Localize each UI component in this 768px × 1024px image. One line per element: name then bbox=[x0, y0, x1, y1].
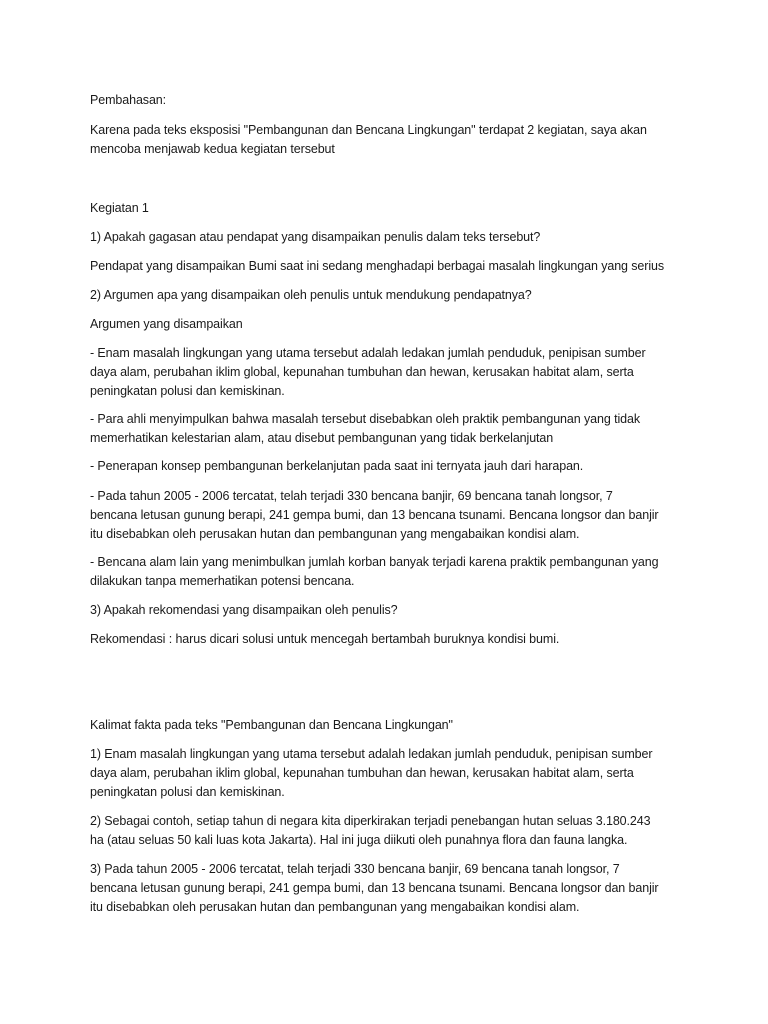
question-3 bbox=[90, 601, 690, 620]
text-line: 3) Apakah rekomendasi yang disampaikan oleh penulis? bbox=[90, 603, 398, 617]
answer-3 bbox=[90, 630, 690, 649]
text-line: bencana letusan gunung berapi, 241 gempa bumi, dan 13 bencana tsunami. Bencana longsor dan banjir bbox=[90, 508, 659, 522]
text-line: peningkatan polusi dan kemiskinan. bbox=[90, 384, 285, 398]
text-line: 2) Argumen apa yang disampaikan oleh penulis untuk mendukung pendapatnya? bbox=[90, 288, 532, 302]
text-line: 2) Sebagai contoh, setiap tahun di negara kita diperkirakan terjadi penebangan hutan seluas 3.180.243 bbox=[90, 814, 651, 828]
question-1 bbox=[90, 228, 690, 247]
text-line: dilakukan tanpa memerhatikan potensi bencana. bbox=[90, 574, 355, 588]
text-line: Kalimat fakta pada teks "Pembangunan dan Bencana Lingkungan" bbox=[90, 718, 453, 732]
argument-item-2 bbox=[90, 410, 690, 448]
text-line: Kegiatan 1 bbox=[90, 201, 149, 215]
fakta-item-1 bbox=[90, 745, 690, 802]
answer-1 bbox=[90, 257, 690, 276]
text-line: - Enam masalah lingkungan yang utama tersebut adalah ledakan jumlah penduduk, penipisan sumber bbox=[90, 346, 646, 360]
fakta-item-3 bbox=[90, 860, 690, 917]
text-line: - Bencana alam lain yang menimbulkan jumlah korban banyak terjadi karena praktik pembangunan yang bbox=[90, 555, 659, 569]
argument-item-4 bbox=[90, 487, 690, 544]
text-line: Pendapat yang disampaikan Bumi saat ini sedang menghadapi berbagai masalah lingkungan yang serius bbox=[90, 259, 665, 273]
intro-paragraph bbox=[90, 121, 690, 159]
text-line: - Para ahli menyimpulkan bahwa masalah tersebut disebabkan oleh praktik pembangunan yang tidak bbox=[90, 412, 640, 426]
heading-pembahasan bbox=[90, 91, 690, 110]
text-line: 3) Pada tahun 2005 - 2006 tercatat, telah terjadi 330 bencana banjir, 69 bencana tanah longsor, 7 bbox=[90, 862, 620, 876]
text-line: peningkatan polusi dan kemiskinan. bbox=[90, 785, 285, 799]
fakta-item-2 bbox=[90, 812, 690, 850]
kegiatan-1-title bbox=[90, 199, 690, 218]
argument-title bbox=[90, 315, 690, 334]
question-2 bbox=[90, 286, 690, 305]
text-line: 1) Apakah gagasan atau pendapat yang disampaikan penulis dalam teks tersebut? bbox=[90, 230, 541, 244]
text-line: itu disebabkan oleh perusakan hutan dan pembangunan yang mengabaikan kondisi alam. bbox=[90, 900, 580, 914]
argument-item-3 bbox=[90, 457, 690, 476]
text-line: mencoba menjawab kedua kegiatan tersebut bbox=[90, 142, 335, 156]
text-line: bencana letusan gunung berapi, 241 gempa bumi, dan 13 bencana tsunami. Bencana longsor dan banjir bbox=[90, 881, 659, 895]
text-line: Rekomendasi : harus dicari solusi untuk mencegah bertambah buruknya kondisi bumi. bbox=[90, 632, 560, 646]
text-line: ha (atau seluas 50 kali luas kota Jakarta). Hal ini juga diikuti oleh punahnya flora dan fauna langka. bbox=[90, 833, 628, 847]
text-line: itu disebabkan oleh perusakan hutan dan pembangunan yang mengabaikan kondisi alam. bbox=[90, 527, 580, 541]
fakta-title bbox=[90, 716, 690, 735]
text-line: 1) Enam masalah lingkungan yang utama tersebut adalah ledakan jumlah penduduk, penipisan sumber bbox=[90, 747, 653, 761]
text-line: daya alam, perubahan iklim global, kepunahan tumbuhan dan hewan, kerusakan habitat alam, serta bbox=[90, 766, 634, 780]
text-line: Karena pada teks eksposisi "Pembangunan dan Bencana Lingkungan" terdapat 2 kegiatan, saya akan bbox=[90, 123, 647, 137]
argument-item-5 bbox=[90, 553, 690, 591]
text-line: - Penerapan konsep pembangunan berkelanjutan pada saat ini ternyata jauh dari harapan. bbox=[90, 459, 584, 473]
text-line: Pembahasan: bbox=[90, 93, 167, 107]
text-line: Argumen yang disampaikan bbox=[90, 317, 243, 331]
text-line: - Pada tahun 2005 - 2006 tercatat, telah terjadi 330 bencana banjir, 69 bencana tanah longsor, 7 bbox=[90, 489, 613, 503]
text-line: daya alam, perubahan iklim global, kepunahan tumbuhan dan hewan, kerusakan habitat alam, serta bbox=[90, 365, 634, 379]
argument-item-1 bbox=[90, 344, 690, 401]
text-line: memerhatikan kelestarian alam, atau disebut pembangunan yang tidak berkelanjutan bbox=[90, 431, 554, 445]
